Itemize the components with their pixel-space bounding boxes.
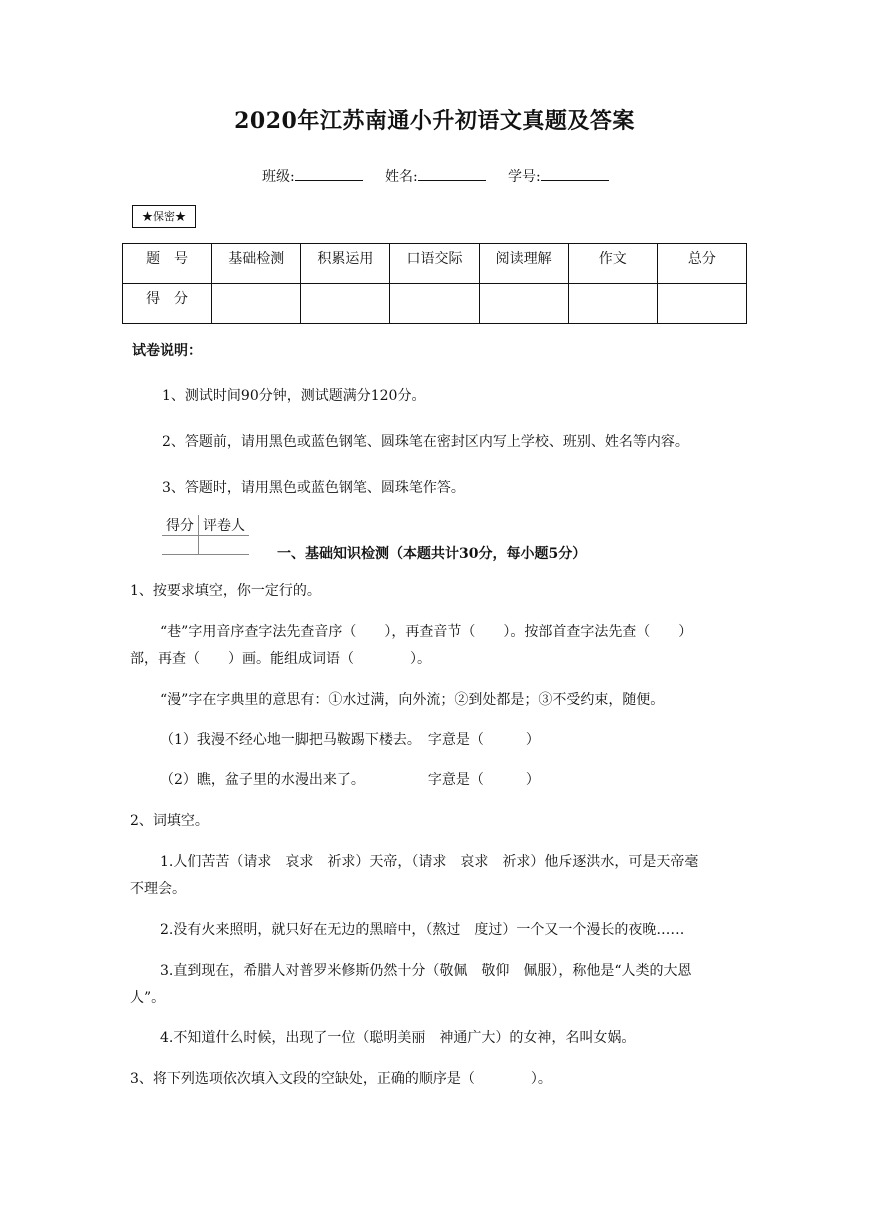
grader-name-cell xyxy=(199,536,250,555)
class-blank xyxy=(295,168,363,181)
score-cell xyxy=(568,284,657,324)
score-row-label: 得 分 xyxy=(123,284,212,324)
score-header-cell: 作文 xyxy=(568,244,657,284)
instruction-item: 2、答题前，请用黑色或蓝色钢笔、圆珠笔在密封区内写上学校、班别、姓名等内容。 xyxy=(162,434,689,450)
question-2-item: 不理会。 xyxy=(130,881,186,897)
instruction-item: 1、测试时间90分钟，测试题满分120分。 xyxy=(162,388,426,404)
id-blank xyxy=(541,168,609,181)
id-label: 学号: xyxy=(508,169,541,185)
instruction-item: 3、答题时，请用黑色或蓝色钢笔、圆珠笔作答。 xyxy=(162,480,465,496)
score-header-cell: 口语交际 xyxy=(390,244,479,284)
score-header-cell: 题 号 xyxy=(123,244,212,284)
score-table-score-row xyxy=(123,284,747,324)
page-title: 2020年江苏南通小升初语文真题及答案 xyxy=(234,108,635,134)
score-cell xyxy=(479,284,568,324)
score-cell xyxy=(212,284,301,324)
name-label: 姓名: xyxy=(385,169,418,185)
class-label: 班级: xyxy=(262,169,295,185)
question-2-title: 2、词填空。 xyxy=(130,813,209,829)
question-1-sub: （2）瞧，盆子里的水漫出来了。 字意是（ ） xyxy=(160,772,540,788)
score-header-cell: 总分 xyxy=(657,244,746,284)
instructions-heading: 试卷说明： xyxy=(132,343,202,359)
question-1-sub: （1）我漫不经心地一脚把马鞍踢下楼去。 字意是（ ） xyxy=(160,732,540,748)
question-2-item: 2.没有火来照明，就只好在无边的黑暗中，（熬过 度过）一个又一个漫长的夜晚…… xyxy=(160,922,685,938)
grader-score-label: 得分 xyxy=(162,515,199,536)
question-1-line: “巷”字用音序查字法先查音序（ ），再查音节（ ）。按部首查字法先查（ ） xyxy=(160,624,693,640)
grader-box xyxy=(162,515,249,555)
student-id-field xyxy=(508,166,609,186)
question-2-item: 人”。 xyxy=(130,990,166,1006)
grader-name-label: 评卷人 xyxy=(199,515,250,536)
score-header-cell: 积累运用 xyxy=(301,244,390,284)
question-3-title: 3、将下列选项依次填入文段的空缺处，正确的顺序是（ ）。 xyxy=(130,1071,552,1087)
score-cell xyxy=(301,284,390,324)
score-header-cell: 阅读理解 xyxy=(479,244,568,284)
score-table-header-row xyxy=(123,244,747,284)
score-table xyxy=(122,243,747,324)
section-1-title: 一、基础知识检测（本题共计30分，每小题5分） xyxy=(277,546,587,562)
grader-score-cell xyxy=(162,536,199,555)
question-1-title: 1、按要求填空，你一定行的。 xyxy=(130,583,321,599)
question-2-item: 4.不知道什么时候，出现了一位（聪明美丽 神通广大）的女神，名叫女娲。 xyxy=(160,1030,636,1046)
question-1-line: “漫”字在字典里的意思有：①水过满，向外流；②到处都是；③不受约束，随便。 xyxy=(160,692,665,708)
score-cell xyxy=(657,284,746,324)
question-2-item: 1.人们苦苦（请求 哀求 祈求）天帝，（请求 哀求 祈求）他斥逐洪水，可是天帝毫 xyxy=(160,854,699,870)
score-cell xyxy=(390,284,479,324)
name-blank xyxy=(418,168,486,181)
question-1-line: 部，再查（ ）画。能组成词语（ ）。 xyxy=(130,651,431,667)
score-header-cell: 基础检测 xyxy=(212,244,301,284)
confidential-badge: ★保密★ xyxy=(132,205,196,228)
question-2-item: 3.直到现在，希腊人对普罗米修斯仍然十分（敬佩 敬仰 佩服），称他是“人类的大恩 xyxy=(160,963,692,979)
name-field xyxy=(385,166,486,186)
class-field xyxy=(262,166,363,186)
